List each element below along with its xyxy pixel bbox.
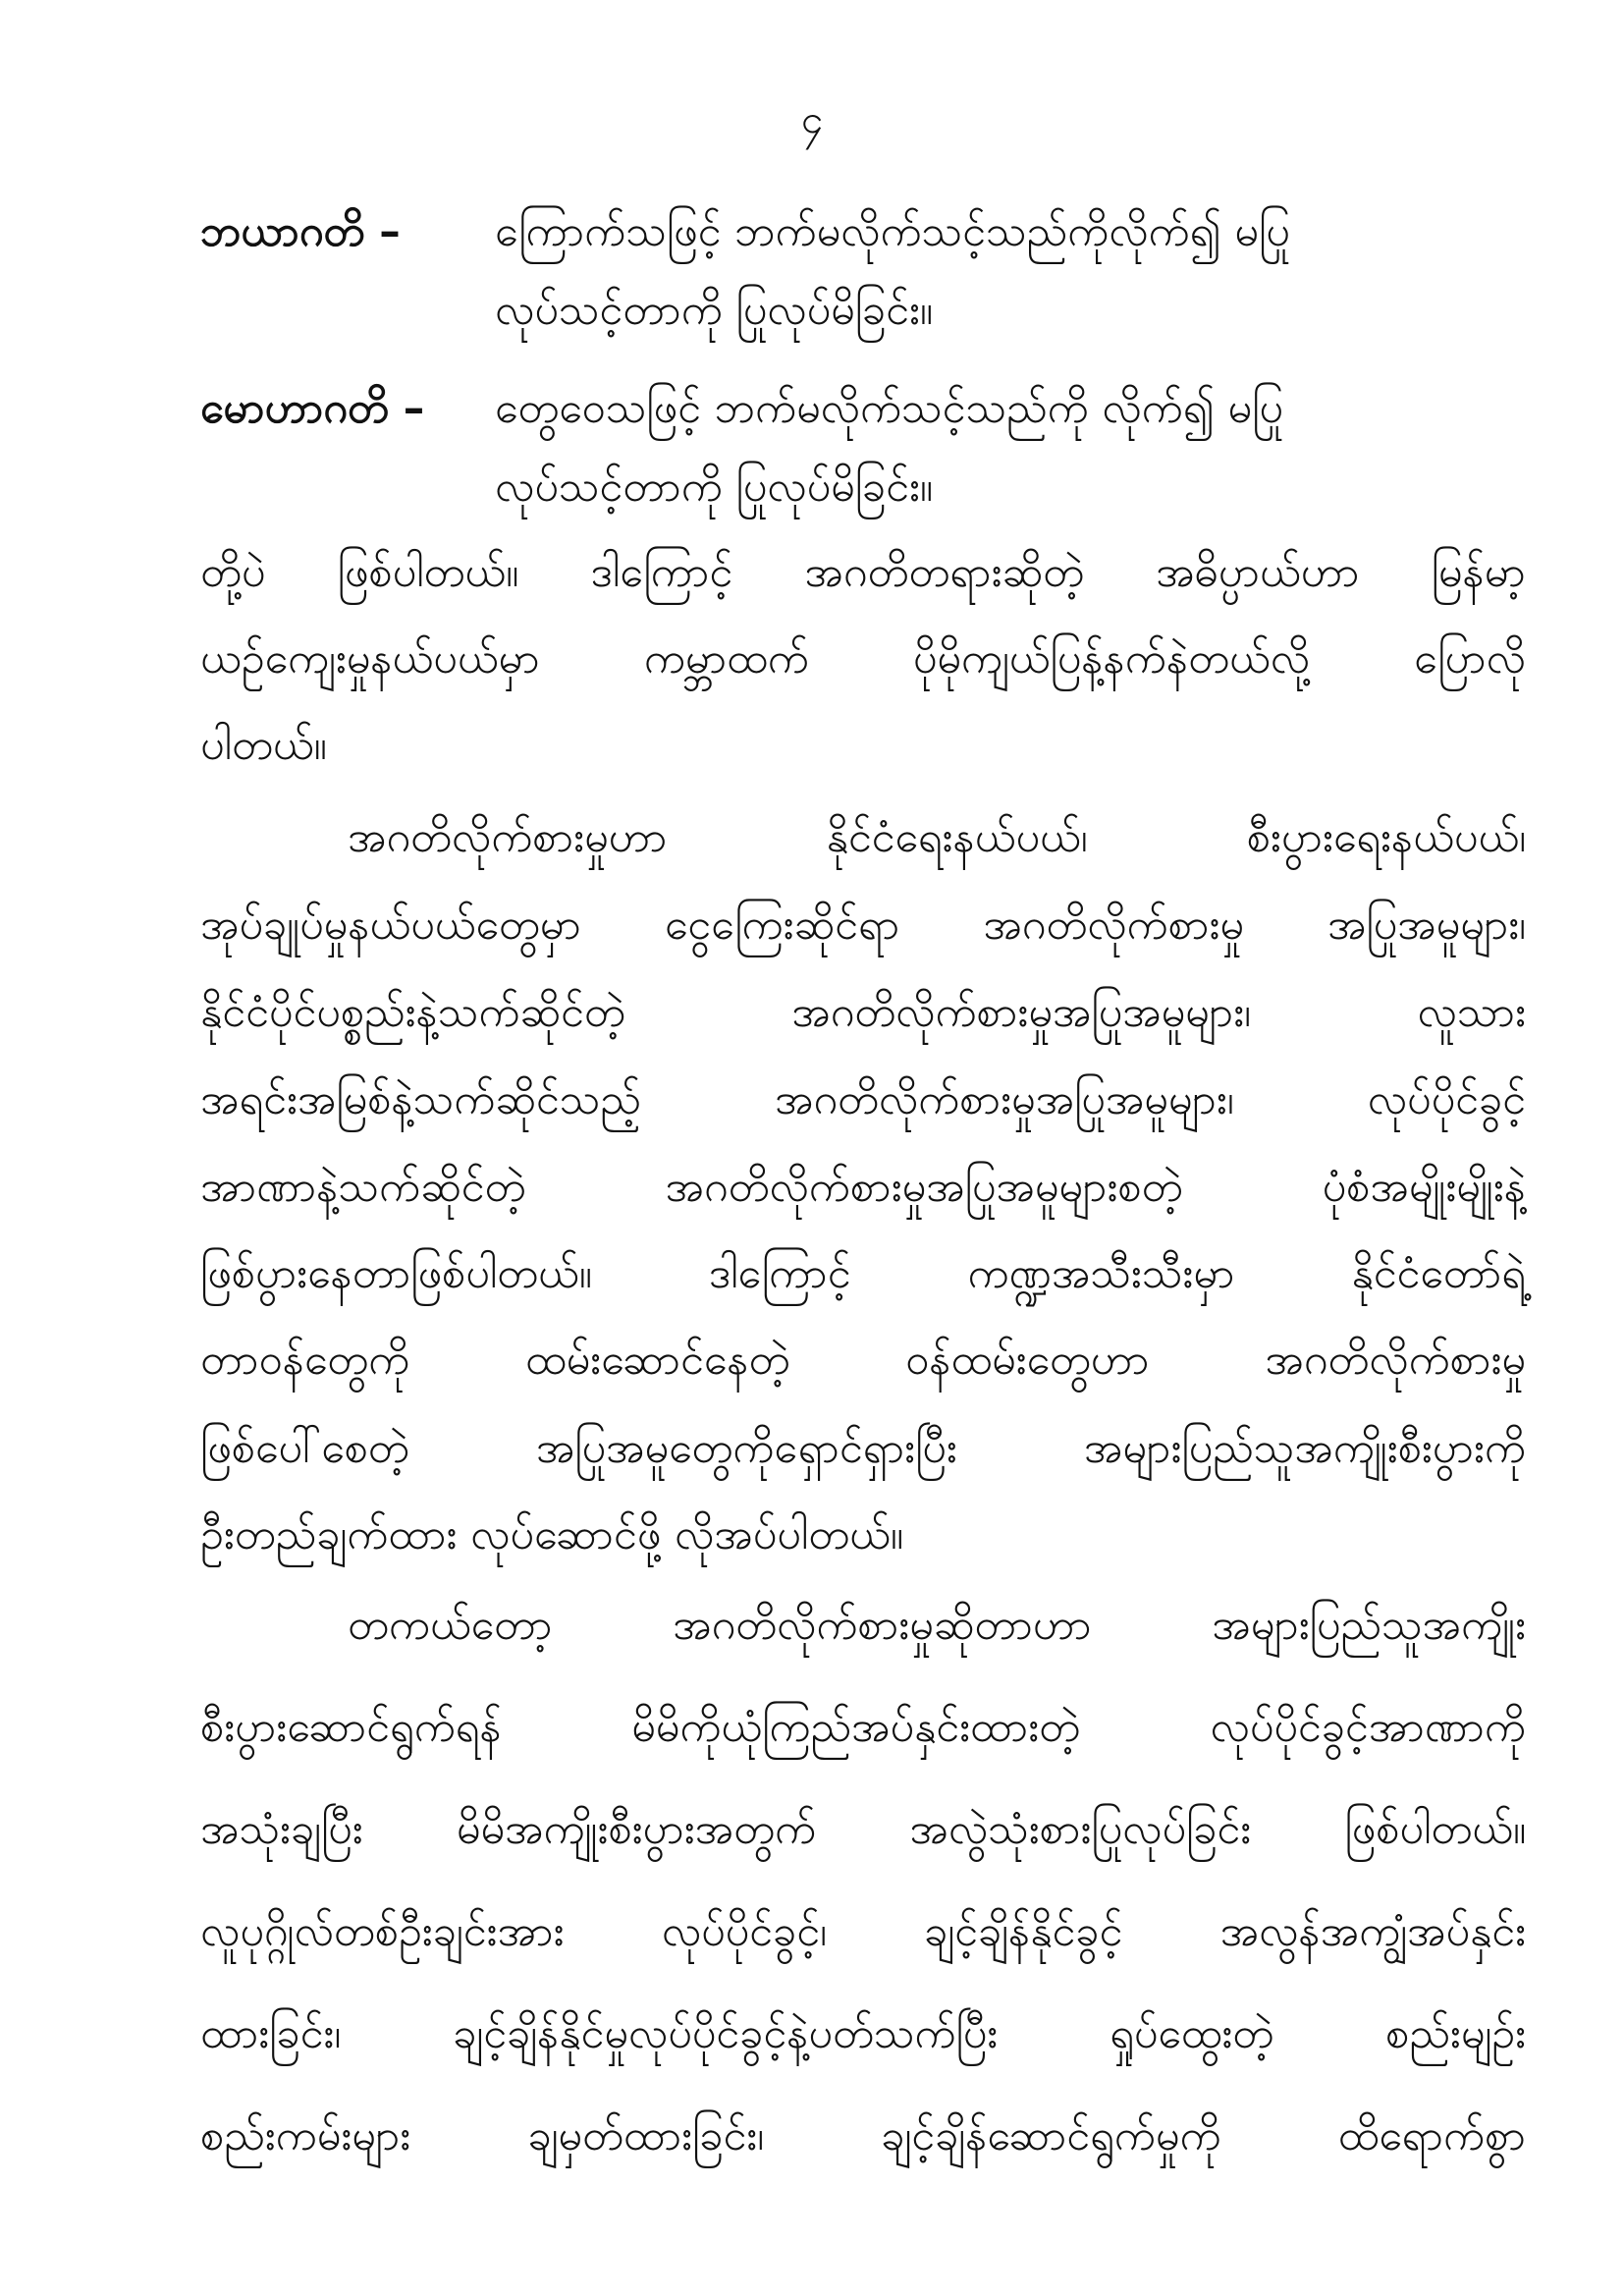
- paragraph-line: အဂတိလိုက်စားမှုဟာ နိုင်ငံရေးနယ်ပယ်၊ စီးပွားရေးနယ်ပယ်၊: [348, 813, 1526, 862]
- paragraph-line: နိုင်ငံပိုင်ပစ္စည်းနဲ့သက်ဆိုင်တဲ့ အဂတိလိုက်စားမှုအပြုအမူများ၊ လူသား: [200, 988, 1526, 1037]
- paragraph-line: တကယ်တော့ အဂတိလိုက်စားမှုဆိုတာဟာ အများပြည်သူအကျိုး: [348, 1601, 1526, 1650]
- paragraph-line: အုပ်ချုပ်မှုနယ်ပယ်တွေမှာ ငွေကြေးဆိုင်ရာ အဂတိလိုက်စားမှု အပြုအမူများ၊: [200, 901, 1526, 950]
- paragraph-line: ယဉ်ကျေးမှုနယ်ပယ်မှာ ကမ္ဘာထက် ပိုမိုကျယ်ပြန့်နက်နဲတယ်လို့ ပြောလို: [200, 634, 1526, 683]
- definition-text-line: လုပ်သင့်တာကို ပြုလုပ်မိခြင်း။: [495, 286, 933, 335]
- paragraph-line: တို့ပဲ ဖြစ်ပါတယ်။ ဒါကြောင့် အဂတိတရားဆိုတဲ့ အဓိပ္ပာယ်ဟာ မြန်မာ့: [200, 548, 1526, 597]
- paragraph-line: ဦးတည်ချက်ထား လုပ်ဆောင်ဖို့ လိုအပ်ပါတယ်။: [200, 1510, 903, 1559]
- paragraph-line: စည်းကမ်းများ ချမှတ်ထားခြင်း၊ ချင့်ချိန်ဆောင်ရွက်မှုကို ထိရောက်စွာ: [200, 2111, 1526, 2160]
- definition-text-line: ကြောက်သဖြင့် ဘက်မလိုက်သင့်သည်ကိုလိုက်၍ မပြု: [495, 207, 1290, 256]
- paragraph-line: ဖြစ်ပွားနေတာဖြစ်ပါတယ်။ ဒါကြောင့် ကဏ္ဍအသီးသီးမှာ နိုင်ငံတော်ရဲ့: [200, 1249, 1526, 1298]
- paragraph-line: စီးပွားဆောင်ရွက်ရန် မိမိကိုယုံကြည်အပ်နှင်းထားတဲ့ လုပ်ပိုင်ခွင့်အာဏာကို: [200, 1703, 1526, 1752]
- paragraph-line: အရင်းအမြစ်နဲ့သက်ဆိုင်သည့် အဂတိလိုက်စားမှုအပြုအမူများ၊ လုပ်ပိုင်ခွင့်: [200, 1075, 1526, 1124]
- definition-text-line: တွေဝေသဖြင့် ဘက်မလိုက်သင့်သည်ကို လိုက်၍ မပြု: [495, 384, 1283, 433]
- definition-term: မောဟာဂတိ –: [200, 384, 425, 433]
- paragraph-line: လူပုဂ္ဂိုလ်တစ်ဦးချင်းအား လုပ်ပိုင်ခွင့်၊ ချင့်ချိန်နိုင်ခွင့် အလွန်အကျွံအပ်နှင်း: [200, 1907, 1526, 1956]
- paragraph-line: ထားခြင်း၊ ချင့်ချိန်နိုင်မှုလုပ်ပိုင်ခွင့်နဲ့ပတ်သက်ပြီး ရှုပ်ထွေးတဲ့ စည်းမျဉ်း: [200, 2009, 1526, 2058]
- paragraph-line: အသုံးချပြီး မိမိအကျိုးစီးပွားအတွက် အလွဲသုံးစားပြုလုပ်ခြင်း ဖြစ်ပါတယ်။: [200, 1805, 1526, 1854]
- paragraph-line: အာဏာနဲ့သက်ဆိုင်တဲ့ အဂတိလိုက်စားမှုအပြုအမူများစတဲ့ ပုံစံအမျိုးမျိုးနဲ့: [200, 1163, 1526, 1212]
- page-number: ၄: [800, 97, 824, 142]
- paragraph-line: ပါတယ်။: [200, 721, 327, 770]
- definition-text-line: လုပ်သင့်တာကို ပြုလုပ်မိခြင်း။: [495, 463, 933, 512]
- paragraph-line: ဖြစ်ပေါ်စေတဲ့ အပြုအမူတွေကိုရှောင်ရှားပြီး အများပြည်သူအကျိုးစီးပွားကို: [200, 1424, 1526, 1473]
- paragraph-line: တာဝန်တွေကို ထမ်းဆောင်နေတဲ့ ဝန်ထမ်းတွေဟာ အဂတိလိုက်စားမှု: [200, 1336, 1526, 1385]
- definition-term: ဘယာဂတိ –: [200, 207, 401, 256]
